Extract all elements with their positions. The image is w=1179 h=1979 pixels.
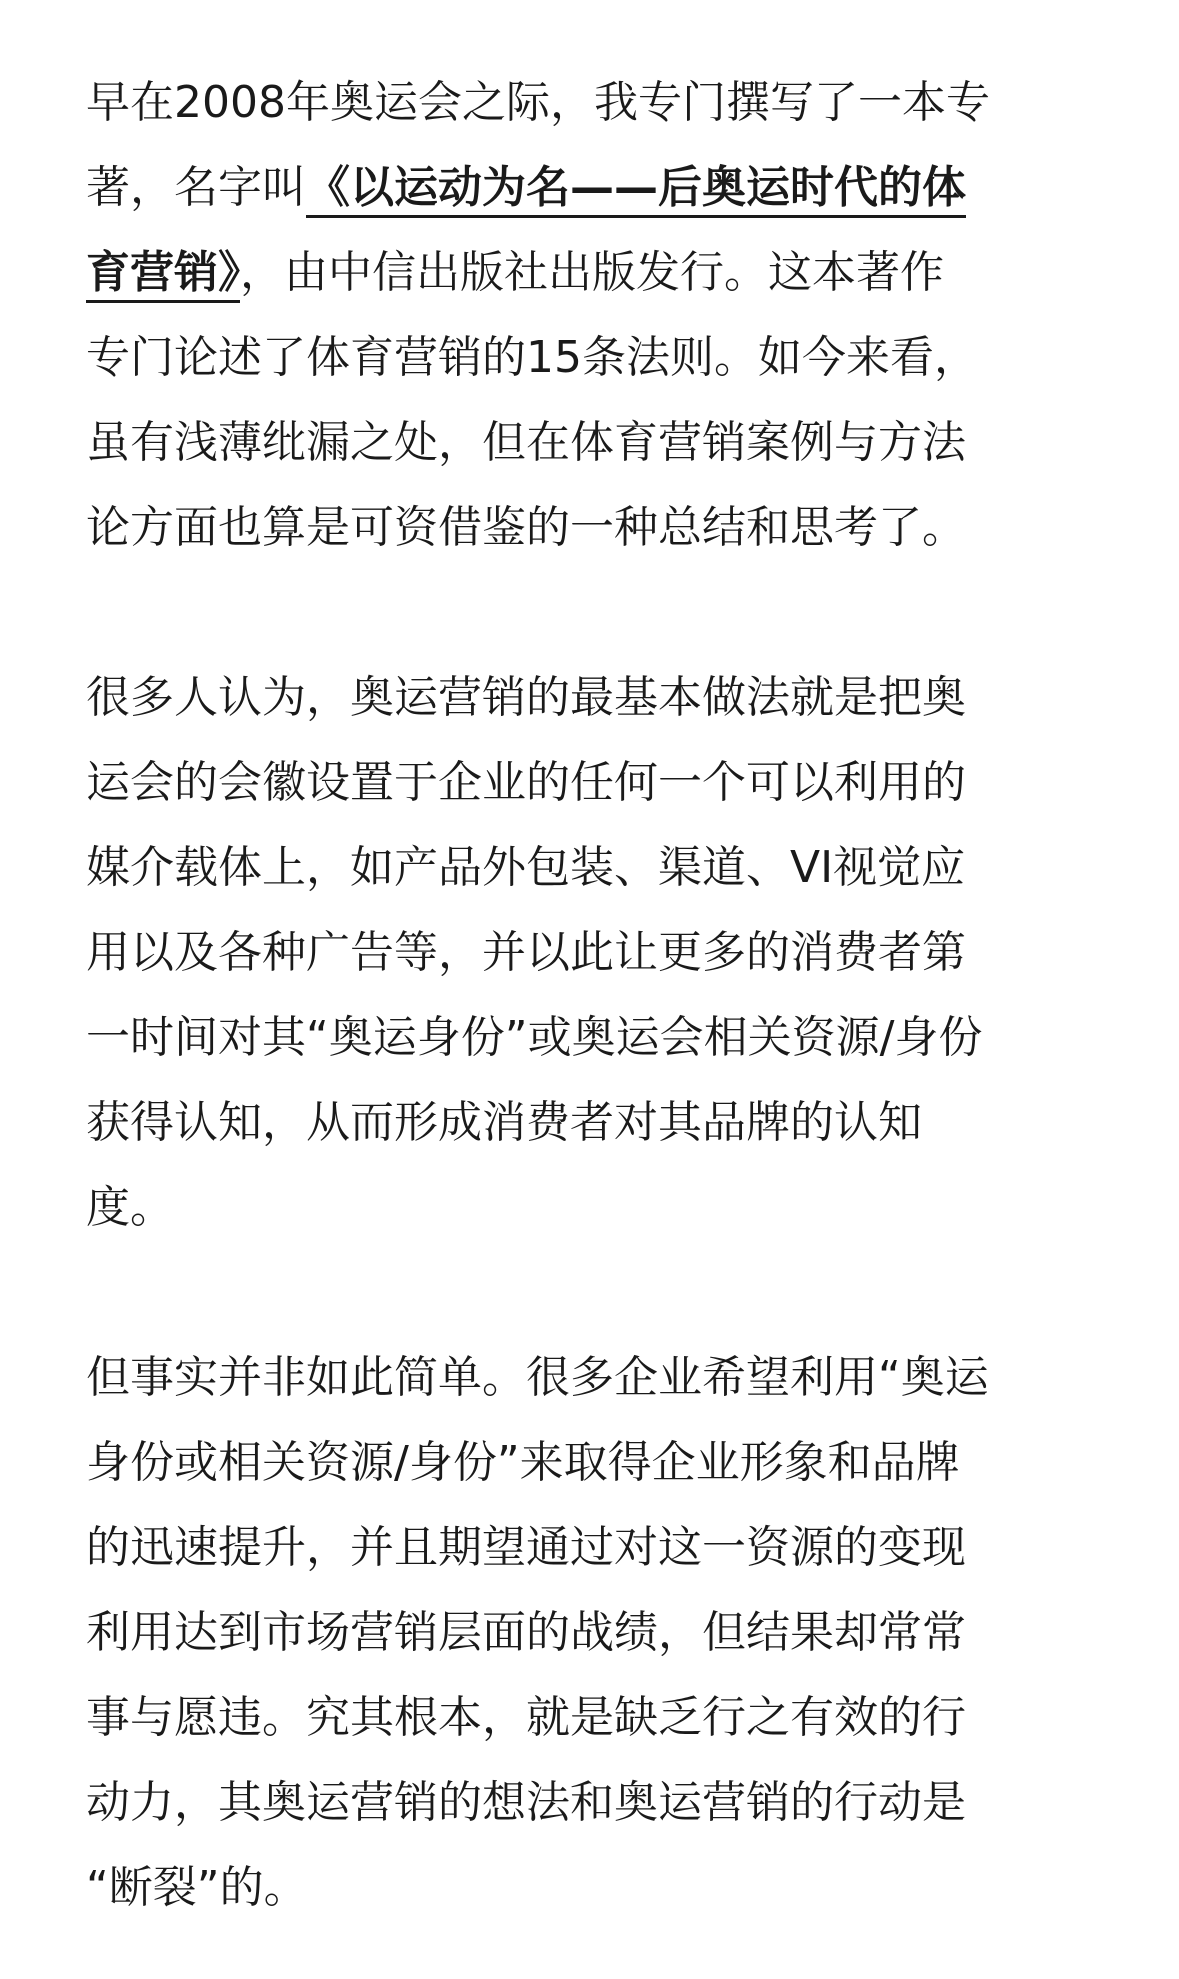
text-line: 专门论述了体育营销的15条法则。如今来看， — [86, 332, 978, 383]
text-line: 利用达到市场营销层面的战绩，但结果却常常 — [86, 1607, 966, 1658]
book-title-link[interactable]: 育营销》 — [86, 247, 240, 303]
line-text: 著，名字叫 — [86, 162, 306, 213]
text-line: 身份或相关资源/身份”来取得企业形象和品牌 — [86, 1437, 960, 1488]
text-line: 很多人认为，奥运营销的最基本做法就是把奥 — [86, 672, 966, 723]
paragraph-2 — [86, 655, 1094, 1250]
text-line: 运会的会徽设置于企业的任何一个可以利用的 — [86, 757, 966, 808]
text-line: 获得认知，从而形成消费者对其品牌的认知 — [86, 1097, 922, 1148]
text-line: 媒介载体上，如产品外包装、渠道、VI视觉应 — [86, 842, 966, 893]
text-line — [86, 145, 1094, 230]
text-line: “断裂”的。 — [86, 1862, 308, 1913]
text-line: 早在2008年奥运会之际，我专门撰写了一本专 — [86, 77, 990, 128]
paragraph-3 — [86, 1335, 1094, 1930]
text-line: 度。 — [86, 1182, 174, 1233]
paragraph-spacer — [86, 570, 1094, 655]
text-line: 的迅速提升，并且期望通过对这一资源的变现 — [86, 1522, 966, 1573]
text-line: 动力，其奥运营销的想法和奥运营销的行动是 — [86, 1777, 966, 1828]
paragraph-spacer — [86, 1250, 1094, 1335]
book-title-link[interactable]: 《以运动为名——后奥运时代的体 — [306, 162, 966, 218]
paragraph-1 — [86, 60, 1094, 570]
text-line: 事与愿违。究其根本，就是缺乏行之有效的行 — [86, 1692, 966, 1743]
article-body — [86, 60, 1094, 1930]
line-text: ，由中信出版社出版发行。这本著作 — [240, 247, 944, 298]
text-line: 一时间对其“奥运身份”或奥运会相关资源/身份 — [86, 1012, 983, 1063]
text-line — [86, 230, 1094, 315]
text-line: 虽有浅薄纰漏之处，但在体育营销案例与方法 — [86, 417, 966, 468]
text-line: 但事实并非如此简单。很多企业希望利用“奥运 — [86, 1352, 989, 1403]
text-line: 论方面也算是可资借鉴的一种总结和思考了。 — [86, 502, 966, 553]
text-line: 用以及各种广告等，并以此让更多的消费者第 — [86, 927, 966, 978]
